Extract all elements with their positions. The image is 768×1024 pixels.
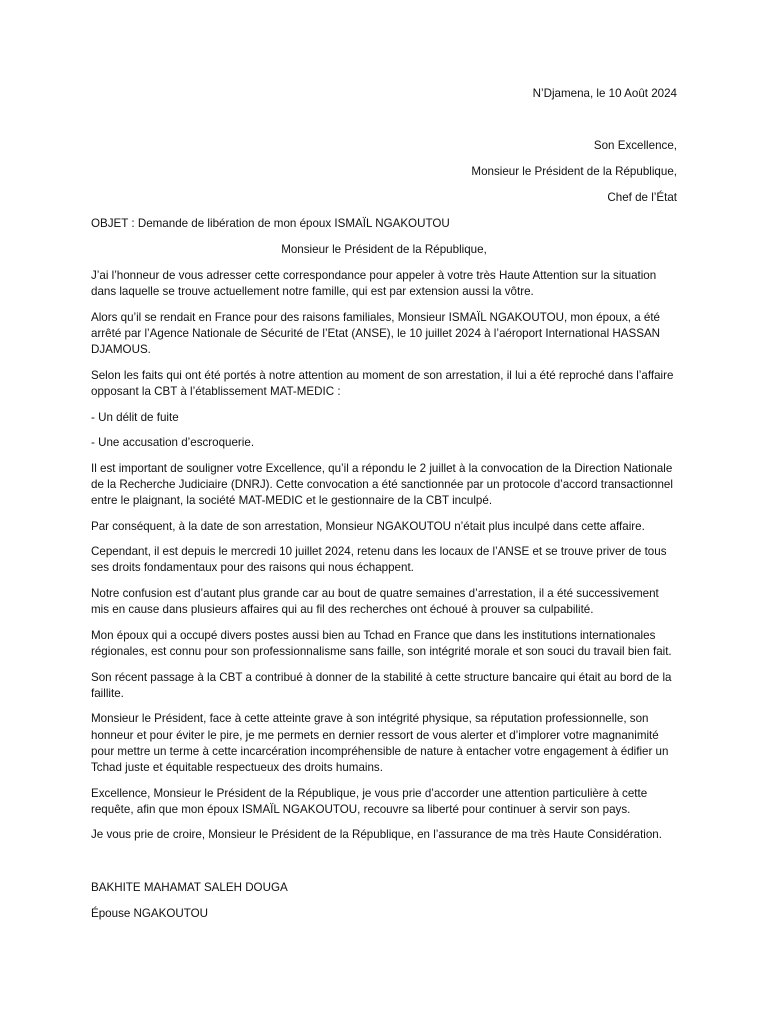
recipient-line-3: Chef de l’État — [607, 191, 677, 204]
paragraph-11: Excellence, Monsieur le Président de la République, je vous prie d’accorder une attention particulière à cette requête, afin que mon époux ISMAÏL NGAKOUTOU, recouvre sa liberté pour continuer à servir son pays. — [91, 786, 648, 816]
recipient-line-1: Son Excellence, — [593, 139, 677, 152]
paragraph-2: Alors qu’il se rendait en France pour des raisons familiales, Monsieur ISMAÏL NGAKOUTOU, mon époux, a été arrêté par l’Agence Nationale de Sécurité de l’Etat (ANSE), le 10 juillet 2024 à l’aéroport International HASSAN DJAMOUS. — [91, 310, 661, 357]
signature-title: Épouse NGAKOUTOU — [91, 906, 209, 920]
paragraph-10: Monsieur le Président, face à cette atteinte grave à son intégrité physique, sa réputation professionnelle, son honneur et pour éviter le pire, je me permets en dernier ressort de vous alerter et d’implorer votre magnanimité pour mettre un terme à cette incarcération incompréhensible de nature à entacher votre engagement à édifier un Tchad juste et équitable respectueux des droits humains. — [91, 712, 669, 775]
letter-page — [91, 86, 677, 932]
paragraph-6: Cependant, il est depuis le mercredi 10 juillet 2024, retenu dans les locaux de l’ANSE et se trouve priver de tous ses droits fondamentaux pour des raisons qui nous échappent. — [91, 545, 667, 575]
recipient-line-2: Monsieur le Président de la République, — [471, 165, 677, 178]
paragraph-5: Par conséquent, à la date de son arrestation, Monsieur NGAKOUTOU n’était plus inculpé dans cette affaire. — [91, 519, 645, 533]
paragraph-4: Il est important de souligner votre Excellence, qu’il a répondu le 2 juillet à la convocation de la Direction Nationale de la Recherche Judiciaire (DNRJ). Cette convocation a été sanctionnée par un protocole d’accord transactionnel entre le plaignant, la société MAT-MEDIC et le gestionnaire de la CBT inculpé. — [91, 461, 673, 508]
paragraph-1: J’ai l’honneur de vous adresser cette correspondance pour appeler à votre très Haute Attention sur la situation dans laquelle se trouve actuellement notre famille, qui est par extension aussi la vôtre. — [91, 269, 657, 299]
paragraph-3: Selon les faits qui ont été portés à notre attention au moment de son arrestation, il lui a été reproché dans l’affaire opposant la CBT à l’établissement MAT-MEDIC : — [91, 368, 674, 399]
signature-name: BAKHITE MAHAMAT SALEH DOUGA — [91, 880, 288, 894]
paragraph-8: Mon époux qui a occupé divers postes aussi bien au Tchad en France que dans les institutions internationales régionales, est connu pour son professionnalisme sans faille, son intégrité morale et son souci du travail bien fait. — [91, 628, 672, 659]
paragraph-9: Son récent passage à la CBT a contribué à donner de la stabilité à cette structure bancaire qui était au bord de la faillite. — [91, 670, 672, 700]
bullet-2: - Une accusation d’escroquerie. — [91, 436, 255, 450]
subject-line: OBJET : Demande de libération de mon époux ISMAÏL NGAKOUTOU — [91, 217, 450, 230]
salutation: Monsieur le Président de la République, — [281, 243, 487, 256]
bullet-1: - Un délit de fuite — [91, 410, 179, 424]
closing-paragraph: Je vous prie de croire, Monsieur le Président de la République, en l’assurance de ma très Haute Considération. — [91, 828, 662, 842]
signature-spacer — [91, 853, 677, 880]
paragraph-7: Notre confusion est d’autant plus grande car au bout de quatre semaines d’arrestation, il a été successivement mis en cause dans plusieurs affaires qui au fil des recherches ont échoué à prouver sa culpabilité. — [91, 586, 659, 617]
place-date: N’Djamena, le 10 Août 2024 — [532, 87, 677, 100]
